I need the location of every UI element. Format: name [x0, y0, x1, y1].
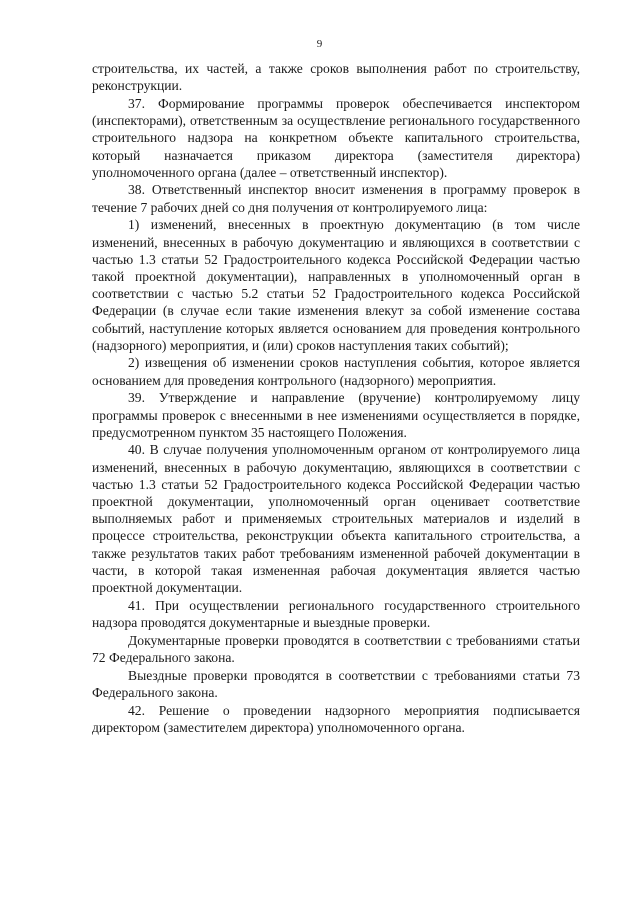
paragraph-42: 42. Решение о проведении надзорного мероприятия подписывается директором (заместителем директора) уполномоченного органа. [92, 702, 580, 735]
paragraph-40: 40. В случае получения уполномоченным органом от контролируемого лица изменений, внесенных в рабочую документацию, являющихся в соответствии с частью 1.3 статьи 52 Градостроительного кодекса Российской Федерации частью проектной документации, уполномоченный орган оценивает соответствие выполняемых работ и применяемых строительных материалов и изделий в процессе строительства, реконструкции объекта капитального строительства, а также результатов таких работ требованиям измененной рабочей документации в части, в которой такая измененная рабочая документация является частью проектной документации. [92, 442, 580, 596]
paragraph-39: 39. Утверждение и направление (вручение) контролируемому лицу программы проверок с внесенными в нее изменениями осуществляется в порядке, предусмотренном пунктом 35 настоящего Положения. [92, 390, 580, 440]
paragraph-38-item-2: 2) извещения об изменении сроков наступления события, которое является основанием для проведения контрольного (надзорного) мероприятия. [92, 355, 580, 388]
paragraph-41: 41. При осуществлении регионального государственного строительного надзора проводятся документарные и выездные проверки. [92, 597, 580, 630]
paragraph-continuation: строительства, их частей, а также сроков выполнения работ по строительству, реконструкции. [92, 61, 580, 94]
document-body [92, 60, 580, 736]
paragraph-41-documentary: Документарные проверки проводятся в соответствии с требованиями статьи 72 Федерального закона. [92, 632, 580, 665]
page-number: 9 [316, 38, 323, 50]
paragraph-41-onsite: Выездные проверки проводятся в соответствии с требованиями статьи 73 Федерального закона. [92, 667, 580, 700]
paragraph-38: 38. Ответственный инспектор вносит изменения в программу проверок в течение 7 рабочих дней со дня получения от контролируемого лица: [92, 182, 580, 215]
paragraph-37: 37. Формирование программы проверок обеспечивается инспектором (инспекторами), ответственным за осуществление регионального государственного строительного надзора на конкретном объекте капитального строительства, который назначается приказом директора (заместителя директора) уполномоченного органа (далее – ответственный инспектор). [92, 95, 580, 180]
paragraph-38-item-1: 1) изменений, внесенных в проектную документацию (в том числе изменений, внесенных в рабочую документацию и являющихся в соответствии с частью 1.3 статьи 52 Градостроительного кодекса Российской Федерации частью такой проектной документации), направленных в уполномоченный орган в соответствии с частью 5.2 статьи 52 Градостроительного кодекса Российской Федерации (в случае если такие изменения влекут за собой изменение состава событий, наступление которых является основанием для проведения контрольного (надзорного) мероприятия, и (или) сроков наступления таких событий); [92, 217, 580, 353]
